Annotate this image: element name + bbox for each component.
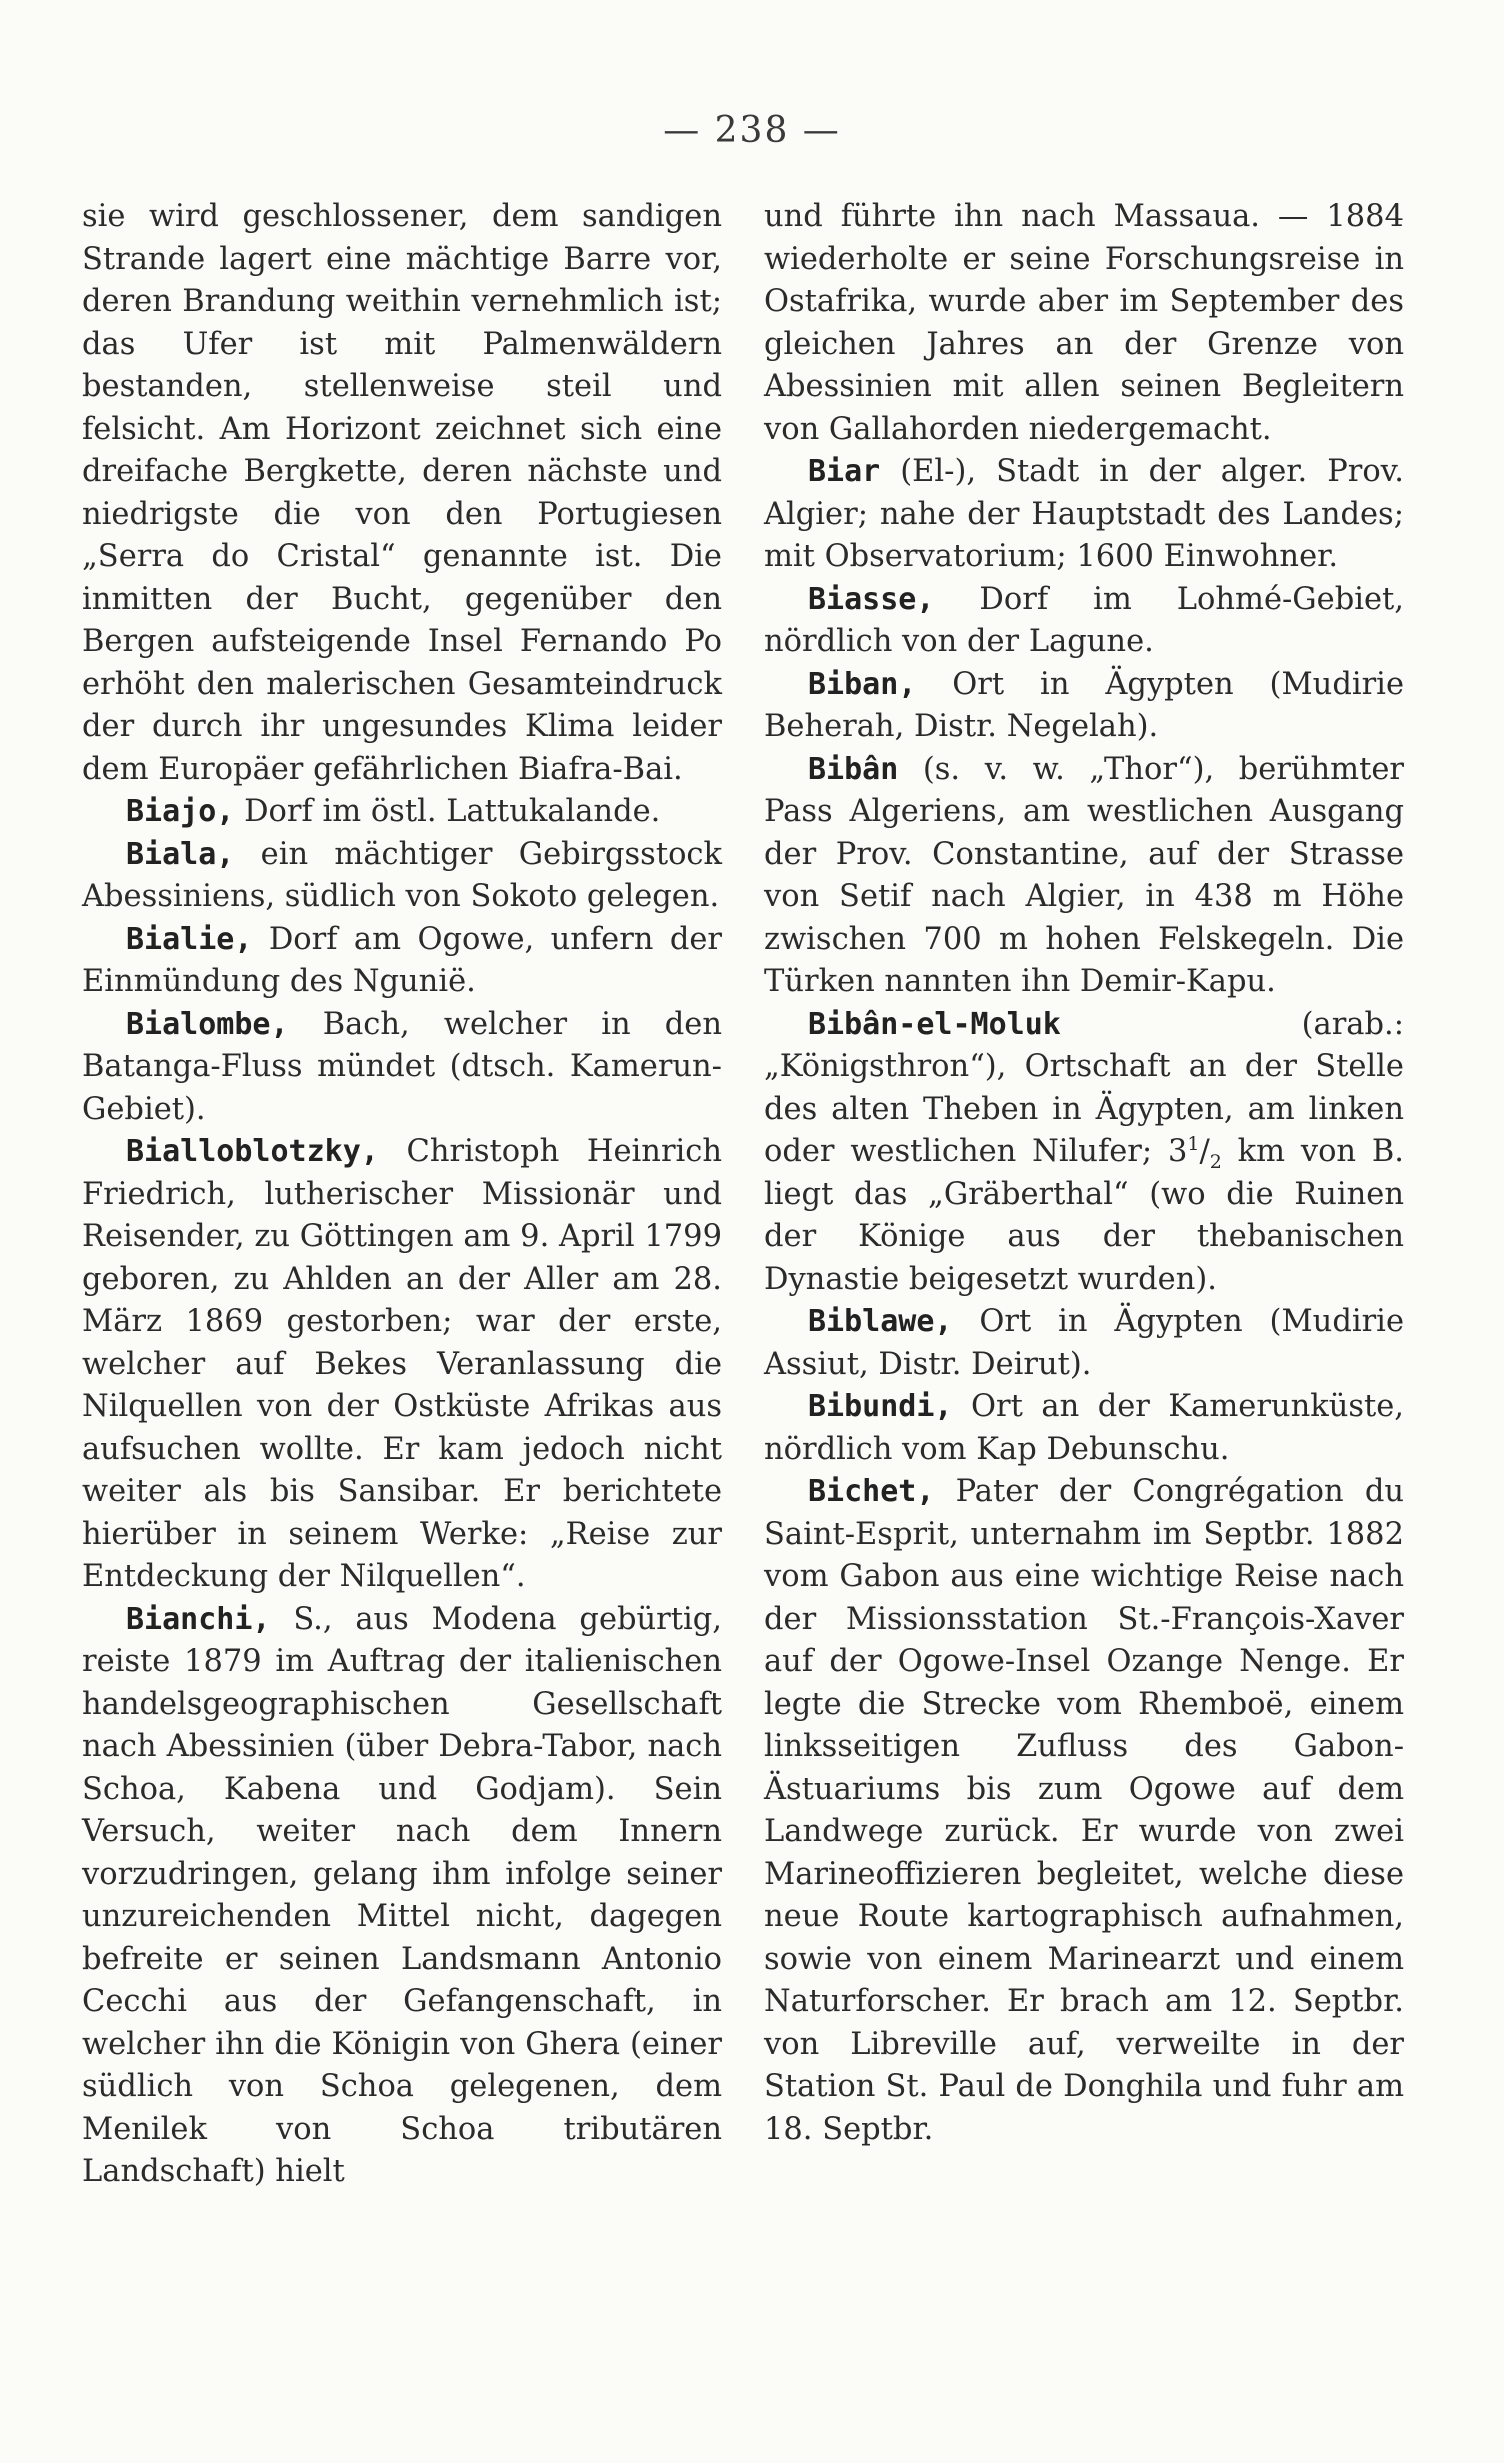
entry-text: Ort in Ägypten (Mudirie Assiut, Distr. Deirut). bbox=[764, 1304, 1404, 1382]
lemma: Biajo, bbox=[126, 794, 235, 829]
page-number: — 238 — bbox=[663, 110, 841, 151]
entry-text: Ort an der Kamerunküste, nördlich vom Kap Debunschu. bbox=[764, 1389, 1404, 1467]
lemma: Biasse, bbox=[808, 581, 935, 617]
lemma: Biblawe, bbox=[808, 1304, 953, 1339]
entry-biban-el-moluk: Bibân-el-Moluk (arab.: „Königsthron“), Ortschaft an der Stelle des alten Theben in Ägypten, am linken oder westlichen Nilufer; $3^1/_2$ km von B. liegt das „Gräberthal“ (wo die Ruinen der Könige aus der thebanischen Dynastie beigesetzt wurden). bbox=[764, 1006, 1404, 1297]
lemma: Biala, bbox=[126, 836, 235, 872]
entry-biasse bbox=[764, 579, 1404, 664]
fraction-numerator: 1 bbox=[1187, 1132, 1200, 1155]
lemma: Bialloblotzky, bbox=[126, 1134, 379, 1169]
entry-continuation: und führte ihn nach Massaua. — 1884 wiederholte er seine Forschungsreise in Ostafrika, wurde aber im September des gleichen Jahres an der Grenze von Abessinien mit allen seinen Begleitern von Gallahorden niedergemacht. bbox=[764, 199, 1404, 447]
lemma: Bialombe, bbox=[126, 1006, 289, 1042]
lemma: Biar bbox=[808, 454, 881, 489]
entry-bichet bbox=[764, 1471, 1404, 2151]
entry-bianchi bbox=[82, 1599, 722, 2194]
entry-biban bbox=[764, 664, 1404, 749]
entry-bibundi bbox=[764, 1386, 1404, 1471]
entry-biajo bbox=[82, 791, 722, 834]
lemma: Bibân-el-Moluk bbox=[808, 1006, 1061, 1042]
entry-text: Dorf im Lohmé-Gebiet, nördlich von der Lagune. bbox=[764, 581, 1404, 659]
lemma: Bianchi, bbox=[126, 1601, 271, 1637]
entry-bialloblotzky bbox=[82, 1131, 722, 1599]
entry-text: Dorf im östl. Lattukalande. bbox=[234, 794, 661, 829]
entry-text: S., aus Modena gebürtig, reiste 1879 im Auftrag der italienischen handelsgeographischen Gesellschaft nach Abessinien (über Debra-Tabor, nach Schoa, Kabena und Godjam). Sein Versuch, weiter nach dem Innern vorzudringen, gelang ihm infolge seiner unzureichenden Mittel nicht, dagegen befreite er seinen Landsmann Antonio Cecchi aus der Gefangenschaft, in welcher ihn die Königin von Ghera (einer südlich von Schoa gelegenen, dem Menilek von Schoa tributären Landschaft) hielt bbox=[82, 1601, 722, 2189]
entry-text: (arab.: „Königsthron“), Ortschaft an der Stelle des alten Theben in Ägypten, am linken oder westlichen Nilufer; 3 bbox=[764, 1006, 1404, 1169]
left-column bbox=[82, 196, 722, 2194]
lemma: Bichet, bbox=[808, 1474, 935, 1509]
lemma: Bibân bbox=[808, 751, 899, 787]
entry-text: (El-), Stadt in der alger. Prov. Algier; nahe der Hauptstadt des Landes; mit Observatorium; 1600 Einwohner. bbox=[764, 454, 1404, 574]
entry-continuation: sie wird geschlossener, dem sandigen Strande lagert eine mächtige Barre vor, deren Brandung weithin vernehmlich ist; das Ufer ist mit Palmenwäldern bestanden, stellenweise steil und felsicht. Am Horizont zeichnet sich eine dreifache Bergkette, deren nächste und niedrigste die von den Portugiesen „Serra do Cristal“ genannte ist. Die inmitten der Bucht, gegenüber den Bergen aufsteigende Insel Fernando Po erhöht den malerischen Gesamteindruck der durch ihr ungesundes Klima leider dem Europäer gefährlichen Biafra-Bai. bbox=[82, 199, 722, 787]
entry-text: Dorf am Ogowe, unfern der Einmündung des Nguniё. bbox=[82, 921, 722, 999]
entry-text: Pater der Congrégation du Saint-Esprit, unternahm im Septbr. 1882 vom Gabon aus eine wichtige Reise nach der Missionsstation St.-François-Xaver auf der Ogowe-Insel Ozange Nenge. Er legte die Strecke vom Rhemboë, einem linksseitigen Zufluss des Gabon-Ästuariums bis zum Ogowe auf dem Landwege zurück. Er wurde von zwei Marineoffizieren begleitet, welche diese neue Route kartographisch aufnahmen, sowie von einem Marinearzt und einem Naturforscher. Er brach am 12. Septbr. von Libreville auf, verweilte in der Station St. Paul de Donghila und fuhr am 18. Septbr. bbox=[764, 1474, 1404, 2147]
entry-text: km von B. liegt das „Gräberthal“ (wo die Ruinen der Könige aus der thebanischen Dynastie beigesetzt wurden). bbox=[764, 1134, 1404, 1297]
lemma: Biban, bbox=[808, 666, 917, 702]
lemma: Bialie, bbox=[126, 921, 253, 957]
lemma: Bibundi, bbox=[808, 1389, 953, 1424]
entry-text: Christoph Heinrich Friedrich, lutherischer Missionär und Reisender, zu Göttingen am 9. April 1799 geboren, zu Ahlden an der Aller am 28. März 1869 gestorben; war der erste, welcher auf Bekes Veranlassung die Nilquellen von der Ostküste Afrikas aus aufsuchen wollte. Er kam jedoch nicht weiter als bis Sansibar. Er berichtete hierüber in seinem Werke: „Reise zur Entdeckung der Nilquellen“. bbox=[82, 1134, 722, 1594]
entry-bialombe bbox=[82, 1004, 722, 1132]
entry-biban-pass bbox=[764, 749, 1404, 1004]
right-column bbox=[764, 196, 1404, 2151]
entry-biar bbox=[764, 451, 1404, 579]
fraction-denominator: 2 bbox=[1209, 1151, 1222, 1174]
entry-biblawe bbox=[764, 1301, 1404, 1386]
entry-bialie bbox=[82, 919, 722, 1004]
entry-text: (s. v. w. „Thor“), berühmter Pass Algeriens, am westlichen Ausgang der Prov. Constantine, auf der Strasse von Setif nach Algier, in 438 m Höhe zwischen 700 m hohen Felskegeln. Die Türken nannten ihn Demir-Kapu. bbox=[764, 751, 1404, 999]
entry-biala bbox=[82, 834, 722, 919]
entry-text: Bach, welcher in den Batanga-Fluss mündet (dtsch. Kamerun-Gebiet). bbox=[82, 1006, 722, 1127]
entry-text: Ort in Ägypten (Mudirie Beherah, Distr. Negelah). bbox=[764, 666, 1404, 744]
entry-text: ein mächtiger Gebirgsstock Abessiniens, südlich von Sokoto gelegen. bbox=[82, 836, 722, 914]
